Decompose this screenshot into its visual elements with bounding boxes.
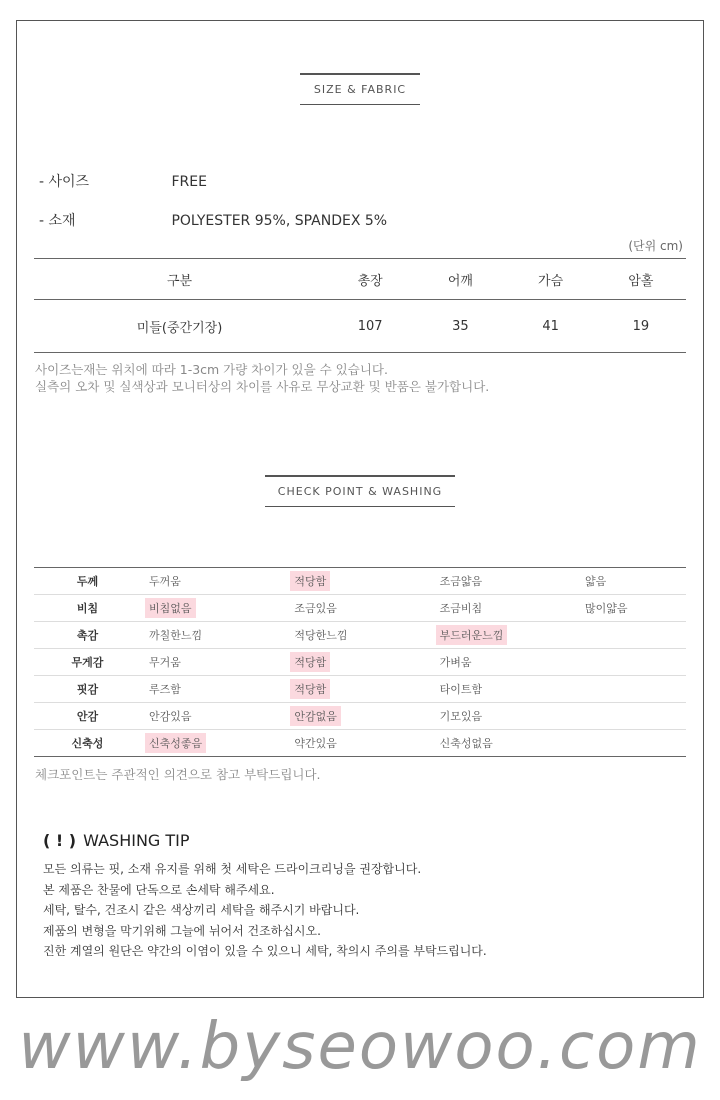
check-row-label: 안감 bbox=[34, 703, 141, 730]
table-row bbox=[34, 595, 686, 622]
check-option-cell bbox=[432, 703, 577, 730]
check-row-label: 촉감 bbox=[34, 622, 141, 649]
check-option-cell bbox=[577, 622, 686, 649]
check-option: 타이트함 bbox=[439, 683, 483, 696]
spec-fabric-row bbox=[39, 210, 387, 230]
check-option: 신축성없음 bbox=[439, 737, 493, 750]
check-option-cell bbox=[577, 676, 686, 703]
check-row-label: 두께 bbox=[34, 568, 141, 595]
check-point-table bbox=[34, 567, 686, 757]
size-fabric-title: SIZE & FABRIC bbox=[300, 73, 420, 105]
washing-tip-line: 모든 의류는 핏, 소재 유지를 위해 첫 세탁은 드라이크리닝을 권장합니다. bbox=[43, 862, 422, 876]
size-table-header bbox=[34, 259, 686, 300]
check-option-selected: 비침없음 bbox=[145, 598, 196, 618]
check-option-selected: 적당함 bbox=[290, 679, 330, 699]
check-option-cell bbox=[286, 703, 431, 730]
check-option-cell bbox=[432, 730, 577, 757]
check-option: 무거움 bbox=[148, 656, 181, 669]
size-header-cell: 암홀 bbox=[596, 259, 686, 300]
check-row-label: 비침 bbox=[34, 595, 141, 622]
washing-tip-line: 본 제품은 찬물에 단독으로 손세탁 해주세요. bbox=[43, 882, 275, 897]
spec-fabric-label: - 소재 bbox=[39, 213, 76, 229]
check-option: 많이얇음 bbox=[584, 602, 628, 615]
table-row bbox=[34, 300, 686, 353]
washing-tip-line: 세탁, 탈수, 건조시 같은 색상끼리 세탁을 해주시기 바랍니다. bbox=[43, 903, 360, 917]
check-row-label: 핏감 bbox=[34, 676, 141, 703]
check-option-cell bbox=[432, 676, 577, 703]
size-cell: 19 bbox=[596, 300, 686, 353]
check-point-title: CHECK POINT & WASHING bbox=[265, 475, 455, 507]
check-option-cell bbox=[286, 649, 431, 676]
check-option-cell bbox=[577, 730, 686, 757]
check-option-cell bbox=[141, 595, 286, 622]
unit-label: (단위 cm) bbox=[628, 239, 683, 253]
size-header-cell: 어깨 bbox=[415, 259, 505, 300]
check-option: 얇음 bbox=[584, 575, 607, 588]
size-cell: 107 bbox=[325, 300, 415, 353]
size-note-line: 실측의 오차 및 실색상과 모니터상의 차이를 사유로 무상교환 및 반품은 불가합니다. bbox=[35, 379, 490, 394]
check-option-cell bbox=[286, 568, 431, 595]
watermark-url: www.byseowoo.com bbox=[18, 1010, 702, 1084]
check-option bbox=[581, 689, 589, 693]
check-option-cell bbox=[432, 622, 577, 649]
check-option bbox=[581, 716, 589, 720]
check-option: 루즈함 bbox=[148, 683, 181, 696]
check-option-selected: 적당함 bbox=[290, 652, 330, 672]
check-option: 조금비침 bbox=[439, 602, 483, 615]
table-row bbox=[34, 703, 686, 730]
check-option: 조금있음 bbox=[294, 602, 337, 615]
check-option-cell bbox=[286, 622, 431, 649]
table-row bbox=[34, 730, 686, 757]
table-row bbox=[34, 568, 686, 595]
check-option: 두꺼움 bbox=[148, 575, 181, 588]
check-option-selected: 안감없음 bbox=[290, 706, 341, 726]
check-option-selected: 적당함 bbox=[290, 571, 330, 591]
check-option-cell bbox=[141, 568, 286, 595]
size-header-cell: 구분 bbox=[34, 259, 325, 300]
check-option: 약간있음 bbox=[294, 737, 337, 750]
check-option-cell bbox=[577, 595, 686, 622]
check-option-cell bbox=[141, 703, 286, 730]
washing-tip-line: 진한 계열의 원단은 약간의 이염이 있을 수 있으니 세탁, 착의시 주의를 부탁드립니다. bbox=[43, 944, 487, 958]
check-option bbox=[581, 662, 589, 666]
table-row bbox=[34, 649, 686, 676]
table-row bbox=[34, 622, 686, 649]
check-note: 체크포인트는 주관적인 의견으로 참고 부탁드립니다. bbox=[35, 767, 321, 782]
check-row-label: 신축성 bbox=[34, 730, 141, 757]
check-option bbox=[581, 635, 589, 639]
check-option: 기모있음 bbox=[439, 710, 483, 723]
washing-tip-heading: WASHING TIP bbox=[83, 831, 190, 850]
check-option: 까칠한느낌 bbox=[148, 629, 203, 642]
check-option: 안감있음 bbox=[148, 710, 192, 723]
size-note-line: 사이즈는재는 위치에 따라 1-3cm 가량 차이가 있을 수 있습니다. bbox=[35, 362, 388, 377]
size-cell: 미들(중간기장) bbox=[34, 300, 325, 353]
size-cell: 41 bbox=[506, 300, 596, 353]
size-cell: 35 bbox=[415, 300, 505, 353]
check-option-cell bbox=[577, 703, 686, 730]
washing-tips bbox=[43, 859, 487, 962]
table-row bbox=[34, 676, 686, 703]
alert-mark-icon: ( ! ) bbox=[43, 831, 77, 850]
check-option: 적당한느낌 bbox=[294, 629, 348, 642]
check-option: 가벼움 bbox=[439, 656, 472, 669]
check-option-cell bbox=[286, 595, 431, 622]
check-option-cell bbox=[577, 568, 686, 595]
check-option-cell bbox=[286, 676, 431, 703]
size-header-cell: 가슴 bbox=[506, 259, 596, 300]
check-option-cell bbox=[577, 649, 686, 676]
washing-tip-line: 제품의 변형을 막기위해 그늘에 뉘어서 건조하십시오. bbox=[43, 923, 321, 938]
spec-size-value: FREE bbox=[171, 174, 207, 190]
check-row-label: 무게감 bbox=[34, 649, 141, 676]
spec-fabric-value: POLYESTER 95%, SPANDEX 5% bbox=[171, 213, 388, 229]
spec-size-label: - 사이즈 bbox=[39, 174, 90, 190]
size-header-cell: 총장 bbox=[325, 259, 415, 300]
check-option: 조금얇음 bbox=[439, 575, 483, 588]
check-option-cell bbox=[141, 649, 286, 676]
check-option-cell bbox=[432, 595, 577, 622]
check-option-selected: 신축성좋음 bbox=[145, 733, 206, 753]
detail-frame bbox=[16, 20, 704, 998]
size-notes bbox=[35, 361, 489, 395]
check-option-cell bbox=[141, 622, 286, 649]
check-option-cell bbox=[141, 730, 286, 757]
check-option-cell bbox=[432, 568, 577, 595]
check-option-cell bbox=[141, 676, 286, 703]
check-option bbox=[581, 743, 589, 747]
check-option-cell bbox=[432, 649, 577, 676]
spec-size-row bbox=[39, 171, 207, 191]
check-option-cell bbox=[286, 730, 431, 757]
washing-tip-title bbox=[43, 831, 190, 850]
size-table bbox=[34, 258, 686, 353]
check-option-selected: 부드러운느낌 bbox=[436, 625, 508, 645]
